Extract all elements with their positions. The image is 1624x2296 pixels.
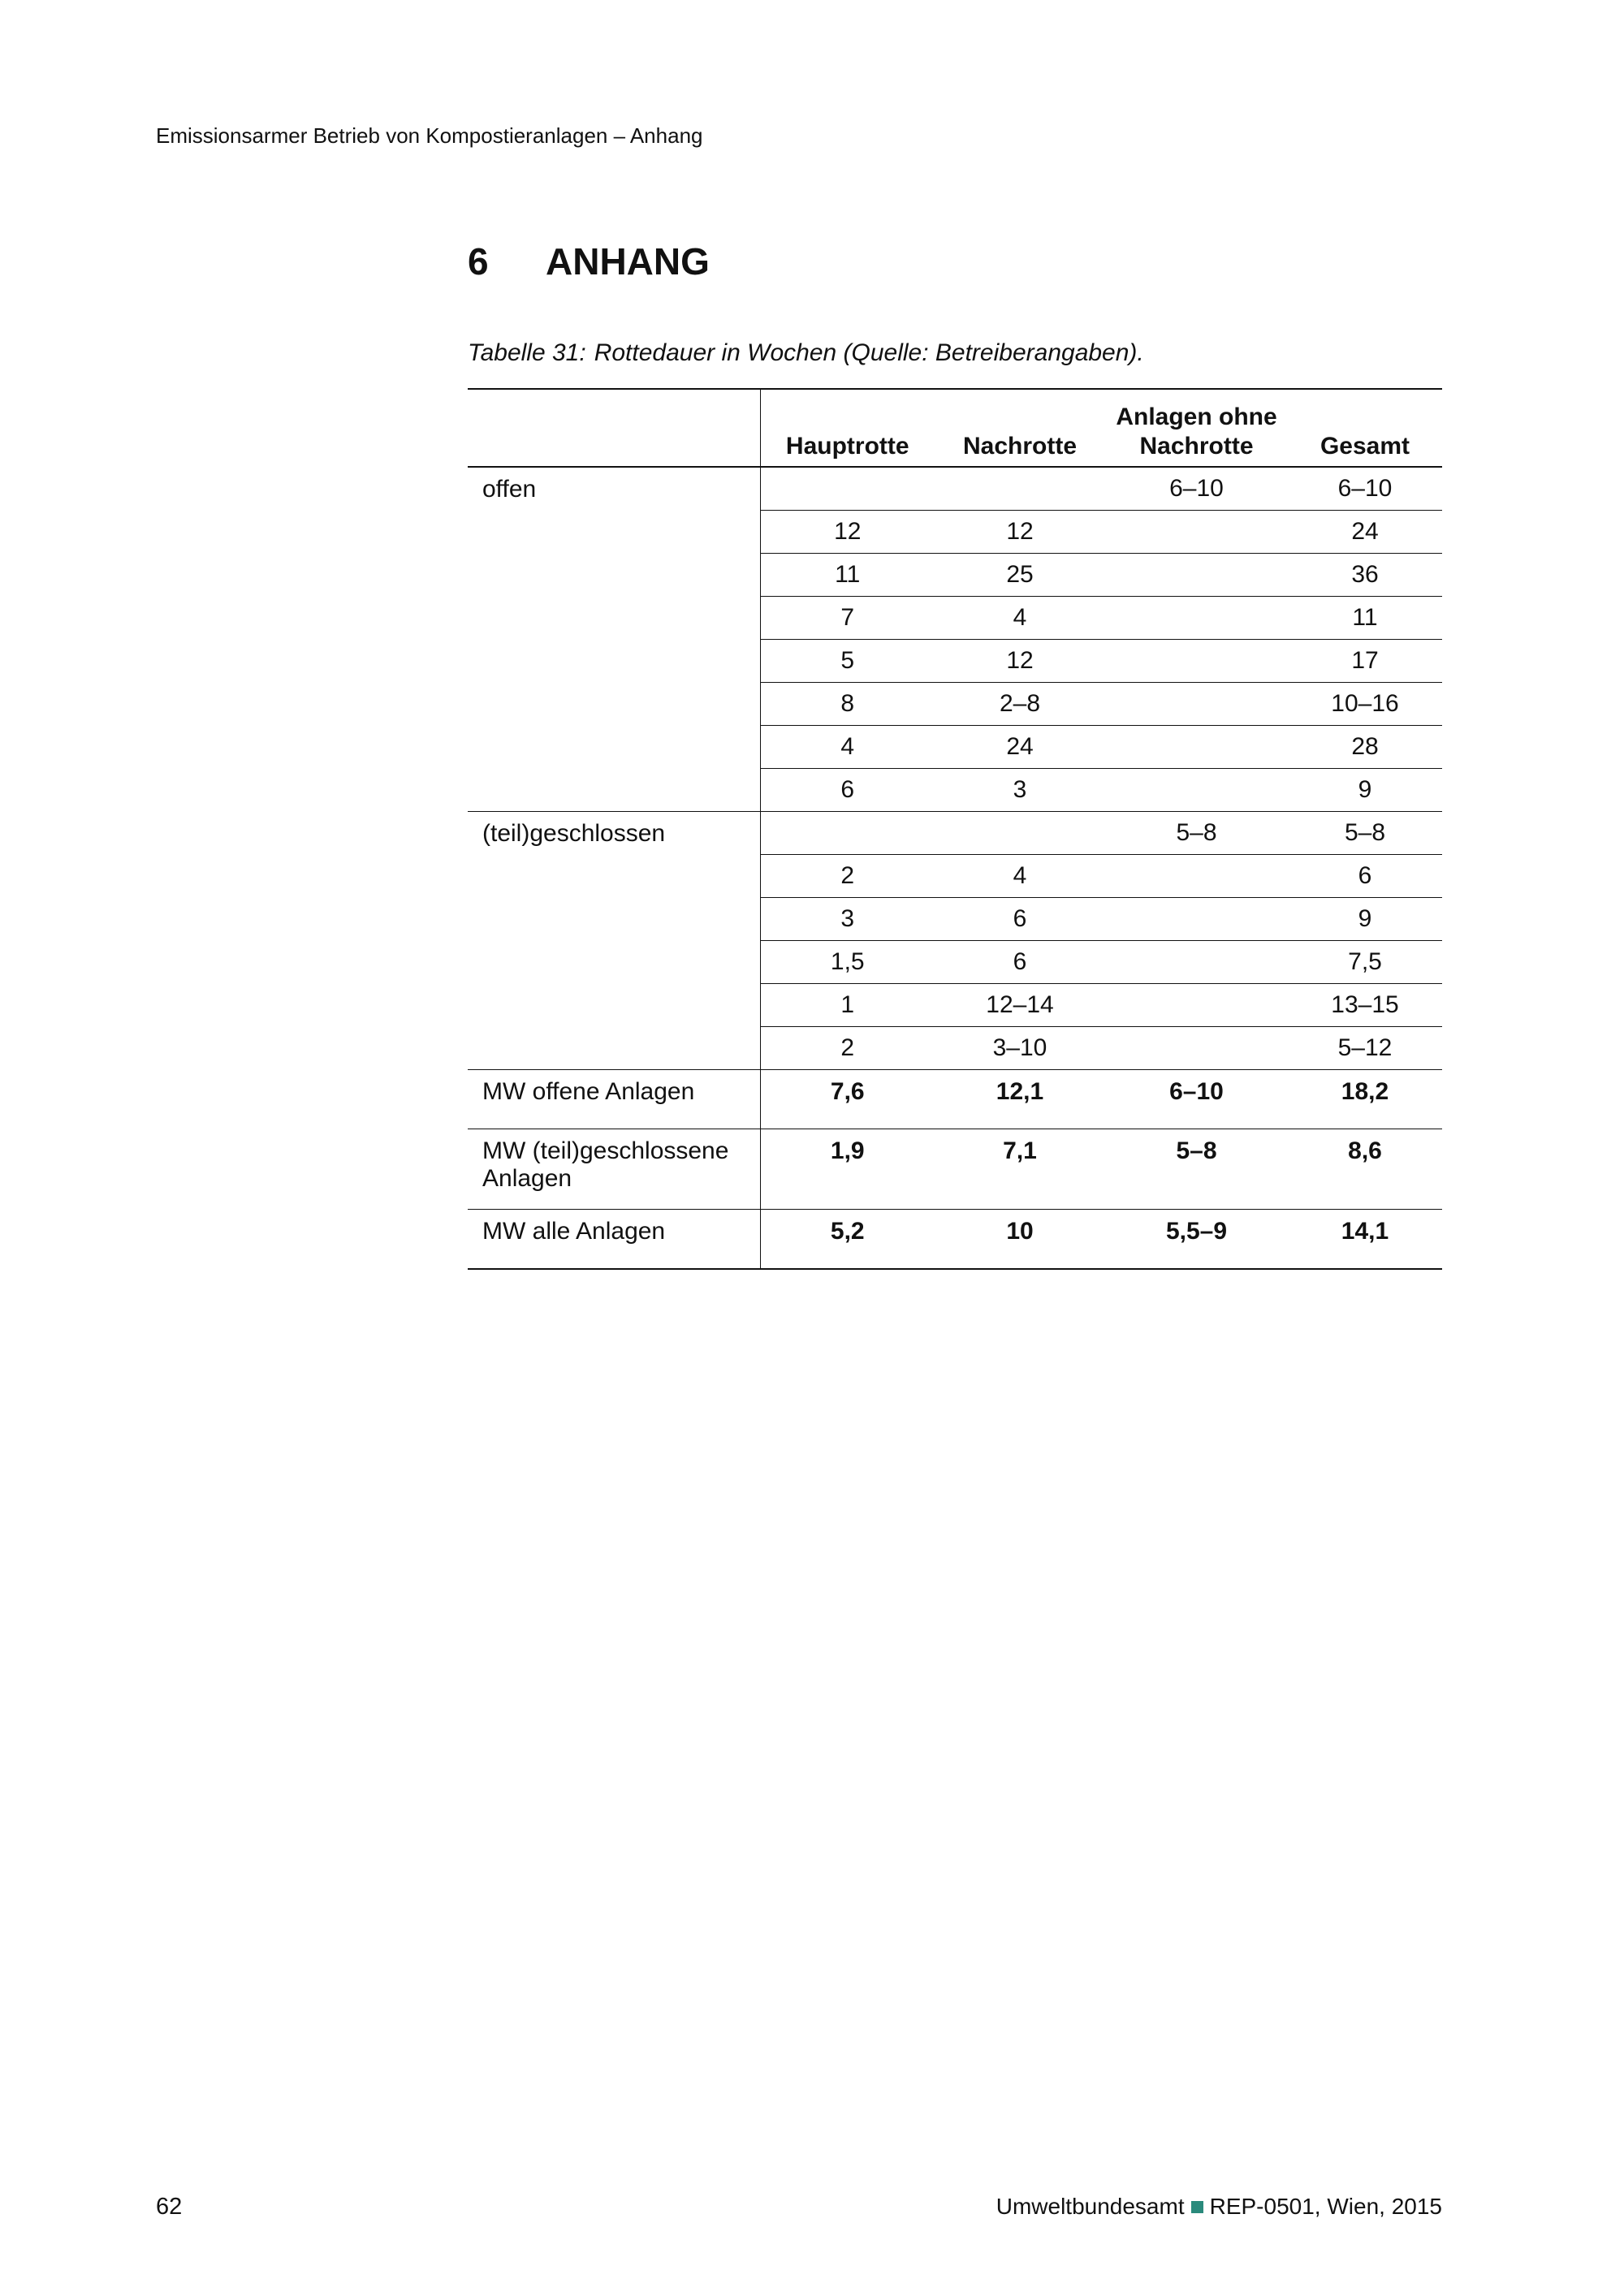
table-cell: 4 (760, 726, 935, 769)
footer-publisher: Umweltbundesamt (996, 2194, 1185, 2219)
table-cell: 24 (1288, 511, 1442, 554)
summary-cell: 18,2 (1288, 1070, 1442, 1129)
table-cell: 17 (1288, 640, 1442, 683)
summary-label: MW alle Anlagen (468, 1210, 760, 1270)
table-cell: 12 (935, 640, 1105, 683)
summary-label: MW (teil)geschlossene Anlagen (468, 1129, 760, 1210)
summary-cell: 1,9 (760, 1129, 935, 1210)
summary-cell: 7,1 (935, 1129, 1105, 1210)
header-anlagen-ohne-nachrotte: Anlagen ohne Nachrotte (1105, 389, 1288, 467)
table-caption-label: Tabelle 31: (468, 339, 586, 366)
table-cell: 5–8 (1105, 812, 1288, 855)
table-cell (935, 812, 1105, 855)
table-cell: 6–10 (1288, 467, 1442, 511)
footer-publication (996, 2194, 1442, 2220)
chapter-title: ANHANG (546, 240, 710, 283)
table-cell: 4 (935, 597, 1105, 640)
table-cell (1105, 640, 1288, 683)
table-cell: 4 (935, 855, 1105, 898)
table-cell: 9 (1288, 898, 1442, 941)
table-row (468, 812, 1442, 855)
summary-cell: 6–10 (1105, 1070, 1288, 1129)
chapter-number: 6 (468, 240, 489, 283)
summary-cell: 10 (935, 1210, 1105, 1270)
table-cell: 7 (760, 597, 935, 640)
table-cell (1105, 855, 1288, 898)
table-body (468, 467, 1442, 1269)
summary-cell: 5,2 (760, 1210, 935, 1270)
summary-cell: 5–8 (1105, 1129, 1288, 1210)
table-cell: 11 (1288, 597, 1442, 640)
table-header-row (468, 389, 1442, 467)
summary-cell: 12,1 (935, 1070, 1105, 1129)
summary-label: MW offene Anlagen (468, 1070, 760, 1129)
table-cell (1105, 1027, 1288, 1070)
table-cell: 6–10 (1105, 467, 1288, 511)
table-cell: 2–8 (935, 683, 1105, 726)
table-cell: 28 (1288, 726, 1442, 769)
footer-report: REP-0501, Wien, 2015 (1209, 2194, 1442, 2219)
table-cell: 5–8 (1288, 812, 1442, 855)
rottedauer-table (468, 388, 1442, 1270)
table-cell (1105, 683, 1288, 726)
summary-cell: 8,6 (1288, 1129, 1442, 1210)
summary-cell: 14,1 (1288, 1210, 1442, 1270)
table-row (468, 467, 1442, 511)
table-cell (1105, 554, 1288, 597)
table-cell: 9 (1288, 769, 1442, 812)
table-cell (935, 467, 1105, 511)
table-cell: 6 (1288, 855, 1442, 898)
table-cell (760, 467, 935, 511)
header-cell-empty (468, 389, 760, 467)
table-cell: 1,5 (760, 941, 935, 984)
table-cell (1105, 941, 1288, 984)
summary-row (468, 1210, 1442, 1270)
table-cell (1105, 726, 1288, 769)
group-label: offen (468, 467, 760, 812)
group-label: (teil)geschlossen (468, 812, 760, 1070)
table-cell: 36 (1288, 554, 1442, 597)
table-cell (760, 812, 935, 855)
page-number: 62 (156, 2194, 183, 2220)
table-cell: 6 (935, 941, 1105, 984)
square-bullet-icon (1191, 2201, 1203, 2213)
header-gesamt: Gesamt (1288, 389, 1442, 467)
table-cell (1105, 769, 1288, 812)
table-cell: 10–16 (1288, 683, 1442, 726)
table-cell: 13–15 (1288, 984, 1442, 1027)
table-cell: 25 (935, 554, 1105, 597)
table-cell: 5 (760, 640, 935, 683)
table-cell: 12–14 (935, 984, 1105, 1027)
table-caption-text: Rottedauer in Wochen (Quelle: Betreiberangaben). (594, 339, 1144, 366)
running-header: Emissionsarmer Betrieb von Kompostieranlagen – Anhang (156, 123, 703, 148)
table-cell: 3 (935, 769, 1105, 812)
summary-row (468, 1070, 1442, 1129)
table-cell: 5–12 (1288, 1027, 1442, 1070)
table-cell: 2 (760, 1027, 935, 1070)
table-cell: 12 (760, 511, 935, 554)
table-cell: 7,5 (1288, 941, 1442, 984)
table-cell: 8 (760, 683, 935, 726)
table-cell: 6 (760, 769, 935, 812)
table-cell: 12 (935, 511, 1105, 554)
table-cell: 1 (760, 984, 935, 1027)
table-cell: 3 (760, 898, 935, 941)
table-cell (1105, 597, 1288, 640)
table-cell (1105, 984, 1288, 1027)
table-cell: 2 (760, 855, 935, 898)
table-cell: 24 (935, 726, 1105, 769)
table-cell: 3–10 (935, 1027, 1105, 1070)
table-cell: 6 (935, 898, 1105, 941)
table-cell: 11 (760, 554, 935, 597)
header-hauptrotte: Hauptrotte (760, 389, 935, 467)
summary-row (468, 1129, 1442, 1210)
table-cell (1105, 511, 1288, 554)
table-caption (468, 339, 1144, 367)
chapter-heading (468, 240, 710, 283)
header-nachrotte: Nachrotte (935, 389, 1105, 467)
summary-cell: 5,5–9 (1105, 1210, 1288, 1270)
table-cell (1105, 898, 1288, 941)
summary-cell: 7,6 (760, 1070, 935, 1129)
